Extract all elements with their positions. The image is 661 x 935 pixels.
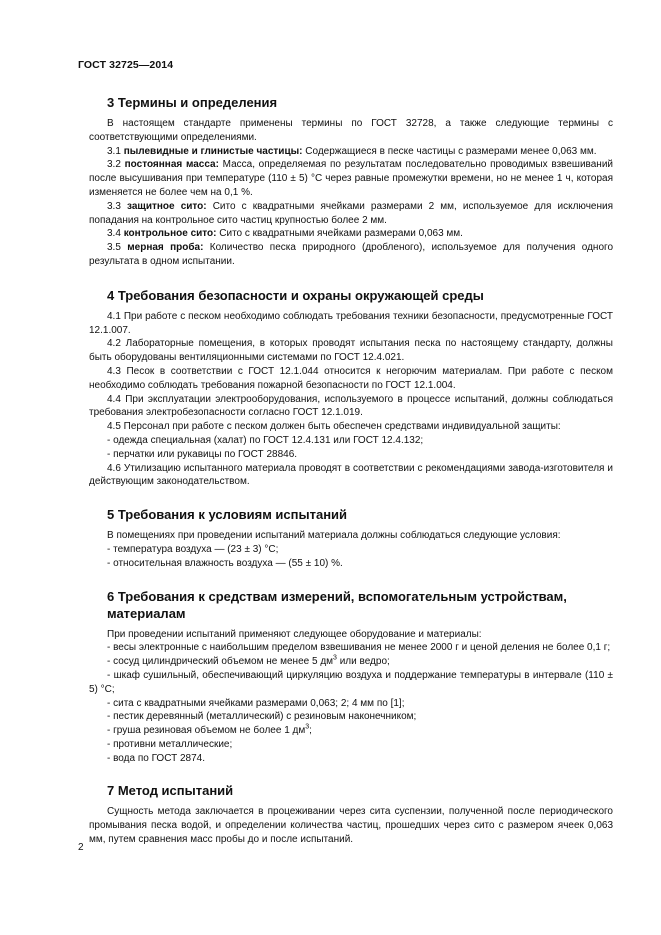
- list-item-text: - груша резиновая объемом не более 1 дм: [107, 725, 306, 737]
- clause-3-2: [89, 158, 613, 199]
- term: защитное сито:: [127, 200, 207, 212]
- definition: Сито с квадратными ячейками размерами 2 мм, используемое для исключения попадания на контрольное сито частиц крупностью более 2 мм.: [89, 200, 613, 226]
- list-item: - противни металлические;: [107, 738, 233, 750]
- term: пылевидные и глинистые частицы:: [123, 145, 303, 157]
- list-item: - перчатки или рукавицы по ГОСТ 28846.: [107, 448, 298, 460]
- list-item: [89, 655, 613, 669]
- list-item-text: или ведро;: [336, 656, 390, 668]
- definition: Масса, определяемая по результатам последовательно проводимых взвешиваний после высушивания при температуре (110 ± 5) °С через равные промежутки времени, но не менее 1 ч, которая изменяется не более чем на 0,1 %.: [89, 159, 614, 198]
- document-header: ГОСТ 32725—2014: [78, 59, 174, 71]
- section-6-intro: При проведении испытаний применяют следующее оборудование и материалы:: [107, 628, 482, 640]
- page-content: [89, 86, 613, 847]
- clause-number: 3.3: [107, 200, 127, 212]
- section-4: [89, 287, 613, 489]
- clause-4-5: 4.5 Персонал при работе с песком должен быть обеспечен средствами индивидуальной защиты:: [107, 421, 561, 433]
- list-item: - весы электронные с наибольшим пределом взвешивания не менее 2000 г и ценой деления не более 0,1 г;: [107, 642, 611, 654]
- list-item: - пестик деревянный (металлический) с резиновым наконечником;: [107, 711, 417, 723]
- section-6-heading: 6 Требования к средствам измерений, вспомогательным устройствам, материалам: [107, 588, 567, 621]
- definition: Сито с квадратными ячейками размерами 0,063 мм.: [216, 228, 463, 240]
- clause-4-2: 4.2 Лабораторные помещения, в которых проводят испытания песка по настоящему стандарту, должны быть оборудованы вентиляционными системами по ГОСТ 12.4.021.: [89, 338, 613, 364]
- term: постоянная масса:: [124, 159, 219, 171]
- clause-3-5: [89, 241, 613, 269]
- list-item-text: ;: [309, 725, 312, 737]
- list-item-text: - сосуд цилиндрический объемом не менее 5 дм: [107, 656, 334, 668]
- list-item: - температура воздуха — (23 ± 3) °С;: [107, 543, 279, 555]
- clause-4-3: 4.3 Песок в соответствии с ГОСТ 12.1.044 относится к негорючим материалам. При работе с песком необходимо соблюдать требования пожарной безопасности по ГОСТ 12.1.004.: [89, 365, 613, 391]
- clause-4-1: 4.1 При работе с песком необходимо соблюдать требования техники безопасности, предусмотренные ГОСТ 12.1.007.: [89, 310, 613, 336]
- section-6: [89, 588, 613, 766]
- section-5: [89, 506, 613, 570]
- clause-3-1: [89, 145, 613, 159]
- section-5-heading: 5 Требования к условиям испытаний: [107, 507, 348, 523]
- superscript: 3: [305, 723, 310, 731]
- term: мерная проба:: [127, 242, 204, 254]
- list-item: - одежда специальная (халат) по ГОСТ 12.4.131 или ГОСТ 12.4.132;: [107, 434, 424, 446]
- clause-4-6: 4.6 Утилизацию испытанного материала проводят в соответствии с рекомендациями завода-изготовителя и действующим законодательством.: [89, 462, 613, 488]
- section-3: [89, 94, 613, 269]
- clause-number: 3.2: [107, 159, 125, 171]
- section-5-intro: В помещениях при проведении испытаний материала должны соблюдаться следующие условия:: [107, 530, 561, 542]
- clause-number: 3.4: [107, 228, 124, 240]
- page-number: 2: [78, 842, 84, 853]
- definition: Содержащиеся в песке частицы с размерами менее 0,063 мм.: [302, 145, 597, 157]
- term: контрольное сито:: [123, 228, 217, 240]
- list-item: [89, 724, 613, 738]
- list-item: - шкаф сушильный, обеспечивающий циркуляцию воздуха и поддержание температуры в интервале (110 ± 5) °С;: [89, 669, 613, 695]
- superscript: 3: [333, 654, 337, 662]
- section-3-intro: В настоящем стандарте применены термины по ГОСТ 32728, а также следующие термины с соответствующими определениями.: [89, 118, 613, 143]
- list-item: - вода по ГОСТ 2874.: [107, 752, 206, 764]
- list-item: - относительная влажность воздуха — (55 ± 10) %.: [107, 557, 343, 569]
- clause-3-3: [89, 200, 613, 228]
- clause-number: 3.1: [107, 145, 124, 157]
- section-7-paragraph: Сущность метода заключается в процеживании через сита суспензии, полученной после периодического промывания песка водой, и определении количества частиц, прошедших через сито с размером ячеек 0,063 мм, путем сравнения масс пробы до и после испытаний.: [89, 806, 613, 846]
- list-item: - сита с квадратными ячейками размерами 0,063; 2; 4 мм по [1];: [107, 697, 405, 709]
- clause-number: 3.5: [107, 242, 128, 254]
- section-3-heading: 3 Термины и определения: [107, 95, 278, 110]
- clause-4-4: 4.4 При эксплуатации электрооборудования, используемого в процессе испытаний, должны соблюдаться требования электробезопасности согласно ГОСТ 12.1.019.: [89, 393, 613, 419]
- section-7-heading: 7 Метод испытаний: [107, 783, 234, 799]
- clause-3-4: [89, 227, 613, 241]
- section-7: [89, 782, 613, 846]
- section-4-heading: 4 Требования безопасности и охраны окружающей среды: [107, 287, 484, 303]
- definition: Количество песка природного (дробленого), используемое для получения одного результата в одном испытании.: [89, 242, 614, 267]
